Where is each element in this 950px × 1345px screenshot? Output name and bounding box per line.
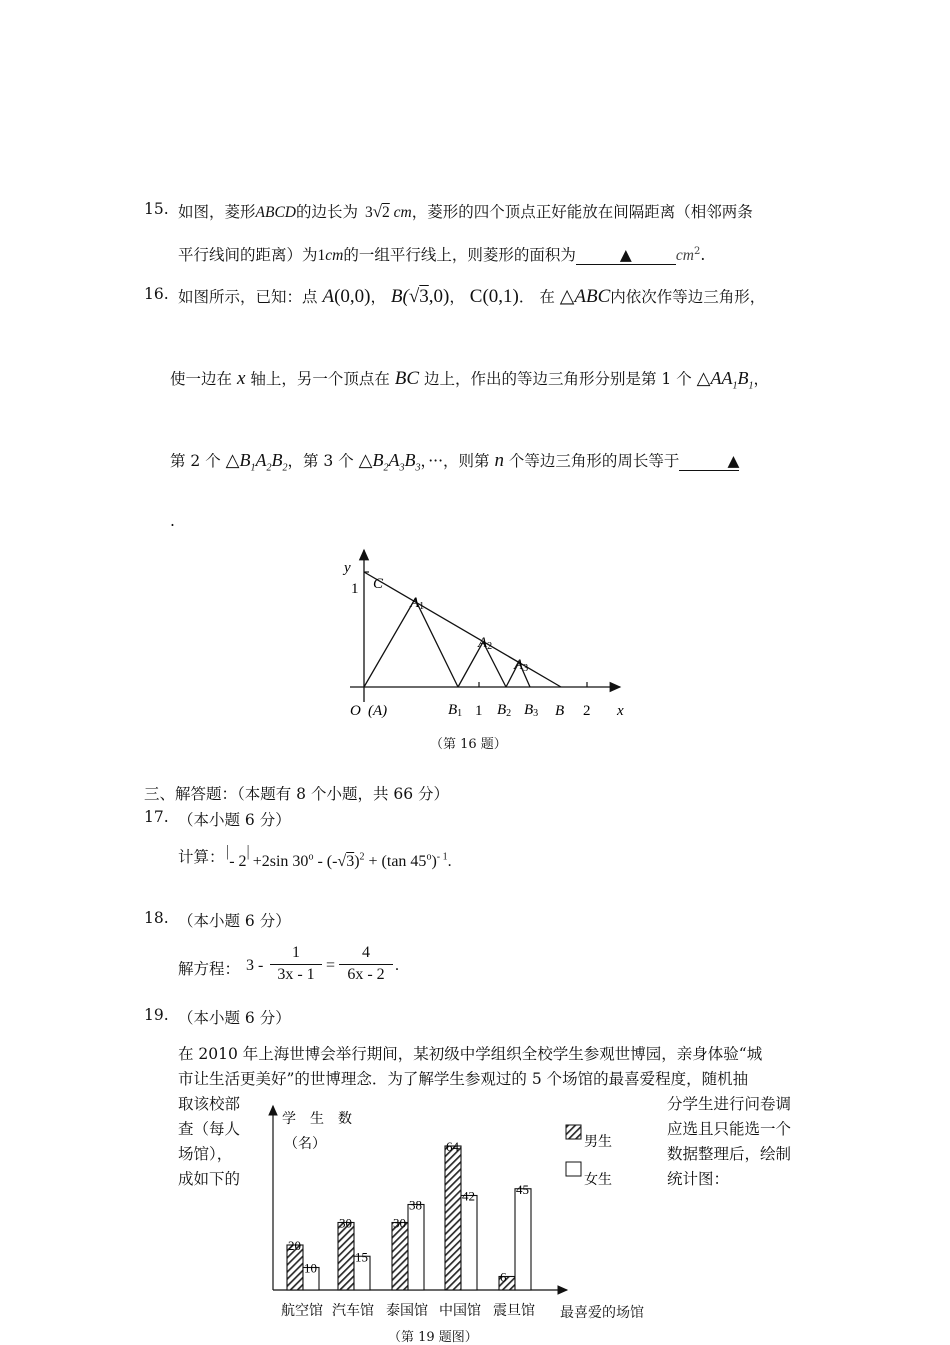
- q16-answer-blank: [679, 452, 739, 471]
- q16-tri-2-s2: 2: [266, 462, 272, 474]
- q19-left4: 成如下的: [178, 1170, 241, 1188]
- q16-label-x: x: [617, 703, 624, 719]
- q16-label-b1: B1: [448, 702, 463, 719]
- q18-eq: =: [326, 957, 336, 974]
- q15-unit-cm: cm: [393, 204, 412, 221]
- q15-one: 1: [317, 247, 326, 264]
- q16-line1: 如图所示，已知：点 A(0,0)， B(√3,0)， C(0,1)． 在 △ABC内依次作等边三角形，: [178, 286, 766, 307]
- q16-caption: （第 16 题）: [430, 737, 507, 752]
- q16-label-b: B: [555, 703, 565, 719]
- q19-right2: 应选且只能选一个: [667, 1120, 792, 1138]
- q19-bar-chart: [262, 1098, 662, 1326]
- q16-bc: BC: [394, 368, 420, 389]
- bar-label-female-3: 38: [409, 1197, 422, 1213]
- q15-text-4: 平行线间的距离）为: [178, 246, 318, 264]
- bar-male-3: [392, 1223, 408, 1291]
- bar-label-male-4: 64: [446, 1139, 459, 1154]
- q15-text-3: ，菱形的四个顶点正好能放在间隔距离（相邻两条: [411, 203, 753, 221]
- q16-text-2: 在: [539, 288, 555, 306]
- q15-side-coef: 3: [364, 204, 373, 221]
- q19-y-unit: （名）: [284, 1137, 326, 1152]
- q18-three: 3 -: [246, 957, 264, 974]
- q18-number: 18.: [144, 909, 169, 927]
- q17-end: .: [447, 853, 452, 871]
- q17-deg2: o: [426, 852, 432, 863]
- category-label-2: 汽车馆: [332, 1304, 374, 1319]
- q16-triangle-abc: △ABC: [559, 286, 611, 307]
- q16-tri-2-b: A: [255, 450, 267, 470]
- q19-legend-male: 男生: [584, 1135, 612, 1150]
- q16-tri-2-a: △B: [225, 450, 251, 470]
- q19-left1: 取该校部: [178, 1095, 241, 1113]
- q16-label-b2: B2: [497, 702, 512, 719]
- bar-female-5: [515, 1189, 531, 1290]
- category-label-3: 泰国馆: [386, 1304, 428, 1319]
- category-label-5: 震旦馆: [493, 1304, 535, 1319]
- q16-tri-3-a: △B: [358, 450, 384, 470]
- q16-figure: [330, 540, 640, 760]
- q16-x-var: x: [236, 368, 246, 389]
- q19-score: （本小题 6 分）: [178, 1009, 291, 1027]
- q16-label-y: y: [344, 560, 351, 576]
- q18-num1: 1: [292, 944, 300, 961]
- q19-caption: （第 19 题图）: [388, 1330, 478, 1345]
- q16-tri-3-s1: 2: [383, 462, 389, 474]
- q18-num2: 4: [362, 944, 370, 961]
- q15-abcd: ABCD: [255, 204, 296, 221]
- q16-line3: [170, 449, 739, 474]
- q15-end: .: [700, 246, 706, 264]
- q16-text-10: 个等边三角形的周长等于: [508, 452, 680, 470]
- q16-n-var: n: [494, 450, 504, 471]
- q16-label-a3: A3: [514, 657, 529, 674]
- q16-tri-2-s1: 1: [250, 462, 256, 474]
- q16-tri-2-c: B: [271, 450, 283, 470]
- q16-text-4: 使一边在: [170, 370, 233, 388]
- q17-close2: ): [431, 853, 437, 871]
- q17-sin: +2sin 30: [252, 853, 309, 871]
- q16-tri-1-b: B: [737, 368, 749, 388]
- q16-tri-1: [696, 368, 754, 392]
- bar-label-female-1: 10: [304, 1260, 317, 1276]
- q15-text-2: 的边长为: [295, 203, 358, 221]
- q16-line-cb: [364, 572, 561, 687]
- q16-tri-3-b: A: [388, 450, 400, 470]
- q17-expression: |- 2|+2sin $30^o - (-√3)^2 + (\tan$ 45$^o$)$^{- 1}$.: [226, 843, 452, 871]
- q16-triangle-1: [364, 599, 458, 687]
- q17-tan: + (tan 45: [368, 853, 427, 871]
- q17-label: 计算：: [178, 848, 225, 866]
- q16-text-9: ，···，则第: [420, 452, 490, 470]
- q15-line2: [178, 243, 705, 265]
- q16-line2: [170, 367, 769, 392]
- bar-label-male-3: 30: [393, 1215, 406, 1231]
- q18-frac2: [339, 944, 393, 984]
- q15-unit-square: 2: [693, 245, 701, 257]
- category-label-4: 中国馆: [439, 1304, 481, 1319]
- q16-label-b3: B3: [524, 702, 539, 719]
- q17-abs-value: - 2: [229, 853, 247, 871]
- q17-score: （本小题 6 分）: [178, 811, 291, 829]
- q18-score: （本小题 6 分）: [178, 912, 291, 930]
- q18-frac1: [270, 944, 322, 984]
- q15-side-length: 3√2 cm: [364, 202, 412, 221]
- q19-line2: 市让生活更美好”的世博理念．为了解学生参观过的 5 个场馆的最喜爱程度，随机抽: [178, 1070, 749, 1088]
- q16-dot: .: [170, 512, 175, 530]
- q16-text-8: ，第 3 个: [287, 452, 354, 470]
- q16-point-b-pre: B(: [390, 286, 409, 307]
- bar-label-female-2: 15: [355, 1249, 368, 1265]
- q19-right4: 统计图：: [667, 1170, 730, 1188]
- q16-text-7: 第 2 个: [170, 452, 221, 470]
- q17-number: 17.: [144, 808, 169, 826]
- q16-tri-1-a: △AA: [696, 368, 733, 388]
- bar-label-female-4: 42: [462, 1188, 475, 1204]
- q19-y-label: 学 生 数: [282, 1112, 352, 1127]
- bar-label-female-5: 45: [516, 1181, 529, 1197]
- q16-label-a2: A2: [478, 635, 493, 652]
- q15-unit-cm-2: cm: [325, 247, 344, 264]
- q15-line1: [178, 200, 753, 222]
- q16-number: 16.: [144, 285, 169, 303]
- bar-female-4: [461, 1196, 477, 1291]
- q16-point-a: A(0,0): [322, 286, 371, 307]
- q19-line1: 在 2010 年上海世博会举行期间，某初级中学组织全校学生参观世博园，亲身体验“城: [178, 1045, 763, 1063]
- q19-legend-female: 女生: [584, 1173, 612, 1188]
- bar-female-3: [408, 1205, 424, 1291]
- q17-deg1: o: [308, 852, 314, 863]
- q16-label-c: C: [373, 576, 384, 592]
- q17-pow2: 2: [359, 852, 365, 863]
- q16-text-1: 如图所示，已知：点: [178, 288, 318, 306]
- bar-male-2: [338, 1223, 354, 1291]
- q19-x-label: 最喜爱的场馆: [560, 1305, 644, 1321]
- q17-neg-root: - (-: [317, 853, 338, 871]
- q16-text-3: 内依次作等边三角形，: [610, 288, 766, 306]
- q17-root: 3: [346, 853, 355, 871]
- q16-label-a1: A1: [410, 595, 425, 612]
- q16-label-o: O: [350, 703, 361, 719]
- q16-point-b-rad: 3: [419, 286, 429, 307]
- q16-tri-1-s2: 1: [748, 380, 754, 392]
- q15-text-1: 如图，菱形: [178, 203, 256, 221]
- bar-label-male-5: 6: [500, 1269, 507, 1285]
- q15-answer-blank: [576, 246, 676, 265]
- q16-tri-3-s2: 3: [399, 462, 405, 474]
- q16-label-1y: 1: [351, 581, 359, 597]
- q19-right1: 分学生进行问卷调: [667, 1095, 792, 1113]
- q19-left3: 场馆），: [178, 1145, 233, 1163]
- q16-triangle-mark: ▲: [727, 452, 740, 470]
- q16-point-c: C(0,1): [469, 286, 519, 307]
- q15-number: 15.: [144, 200, 169, 218]
- category-label-1: 航空馆: [281, 1304, 323, 1319]
- q16-label-1x: 1: [475, 703, 483, 719]
- q19-legend-female-swatch: [566, 1162, 581, 1176]
- q19-left2: 查（每人: [178, 1120, 241, 1138]
- q19-right3: 数据整理后，绘制: [667, 1145, 792, 1163]
- bar-label-male-1: 20: [288, 1238, 301, 1253]
- q15-side-rad: 2: [382, 204, 390, 221]
- q17-pow-m1: - 1: [436, 852, 448, 863]
- q18-den2: 6x - 2: [339, 964, 393, 984]
- q15-text-5: 的一组平行线上，则菱形的面积为: [343, 246, 576, 264]
- q19-number: 19.: [144, 1006, 169, 1024]
- q16-text-5: 轴上，另一个顶点在: [250, 370, 390, 388]
- q15-unit-cm2: cm: [675, 247, 694, 264]
- q16-tri-3-c: B: [404, 450, 416, 470]
- q16-tri-1-s1: 1: [732, 380, 738, 392]
- q17-close: ): [354, 853, 360, 871]
- q16-text-6: 边上，作出的等边三角形分别是第 1 个: [424, 370, 692, 388]
- q19-legend-male-swatch: [566, 1125, 581, 1139]
- q16-tri-2-s3: 2: [282, 462, 288, 474]
- bar-male-4: [445, 1146, 461, 1290]
- q18-end: .: [395, 957, 399, 974]
- q15-triangle-mark: ▲: [619, 246, 632, 264]
- q16-label-a-paren: (A): [368, 703, 388, 719]
- bar-label-male-2: 30: [339, 1215, 352, 1231]
- q16-point-b-post: ,0): [428, 286, 450, 307]
- q16-tri-3-s3: 3: [415, 462, 421, 474]
- q16-tri-3: [358, 450, 421, 474]
- q18-label: 解方程：: [178, 960, 241, 978]
- q16-comma: ，: [753, 370, 770, 388]
- q16-label-2: 2: [583, 703, 591, 719]
- q18-den1: 3x - 1: [270, 964, 322, 984]
- q16-tri-2: [225, 450, 288, 474]
- q16-point-b: B(√3,0): [390, 286, 450, 307]
- section3-title: 三、解答题：（本题有 8 个小题，共 66 分）: [144, 785, 450, 803]
